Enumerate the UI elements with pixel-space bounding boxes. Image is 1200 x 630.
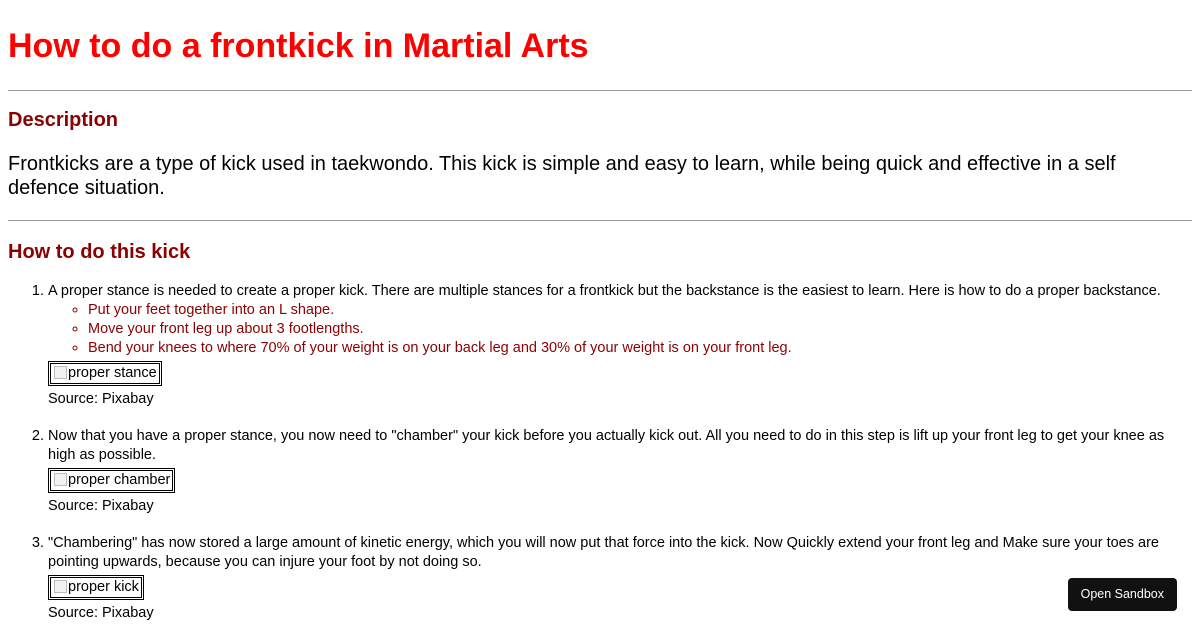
description-text: Frontkicks are a type of kick used in taekwondo. This kick is simple and easy to learn, while being quick and effective in a self defence situation. <box>8 153 1116 199</box>
image-source: Source: Pixabay <box>48 391 154 407</box>
stance-image <box>48 361 162 386</box>
step-text: "Chambering" has now stored a large amount of kinetic energy, which you will now put that force into the kick. Now Quickly extend your front leg and Make sure your toes are pointing upwards, because you can injure your foot by not doing so. <box>48 535 1159 570</box>
image-alt-text: proper kick <box>68 579 139 595</box>
substeps-list <box>48 301 1192 358</box>
steps-list <box>8 282 1192 623</box>
step-text: A proper stance is needed to create a proper kick. There are multiple stances for a frontkick but the backstance is the easiest to learn. Here is how to do a proper backstance. <box>48 283 1161 299</box>
open-sandbox-button[interactable]: Open Sandbox <box>1068 578 1177 611</box>
image-alt-text: proper chamber <box>68 472 171 488</box>
step-item <box>48 427 1192 516</box>
image-source: Source: Pixabay <box>48 498 154 514</box>
image-source: Source: Pixabay <box>48 605 154 621</box>
broken-image-icon <box>54 366 67 379</box>
step-text: Now that you have a proper stance, you now need to "chamber" your kick before you actually kick out. All you need to do in this step is lift up your front leg to get your knee as high as possible. <box>48 428 1165 463</box>
broken-image-icon <box>54 473 67 486</box>
substep-item: ◦ Put your feet together into an L shape. <box>88 301 1192 320</box>
description-heading: Description <box>8 109 119 131</box>
image-alt-text: proper stance <box>68 365 157 381</box>
divider <box>8 90 1192 91</box>
howto-heading: How to do this kick <box>8 241 191 263</box>
chamber-image <box>48 468 175 493</box>
divider <box>8 220 1192 221</box>
substep-item: ◦ Bend your knees to where 70% of your weight is on your back leg and 30% of your weight is on your front leg. <box>88 339 1192 358</box>
broken-image-icon <box>54 580 67 593</box>
kick-image <box>48 575 144 600</box>
page-title: How to do a frontkick in Martial Arts <box>8 27 589 65</box>
step-item <box>48 282 1192 409</box>
substep-item: ◦ Move your front leg up about 3 footlengths. <box>88 320 1192 339</box>
step-item <box>48 534 1192 623</box>
